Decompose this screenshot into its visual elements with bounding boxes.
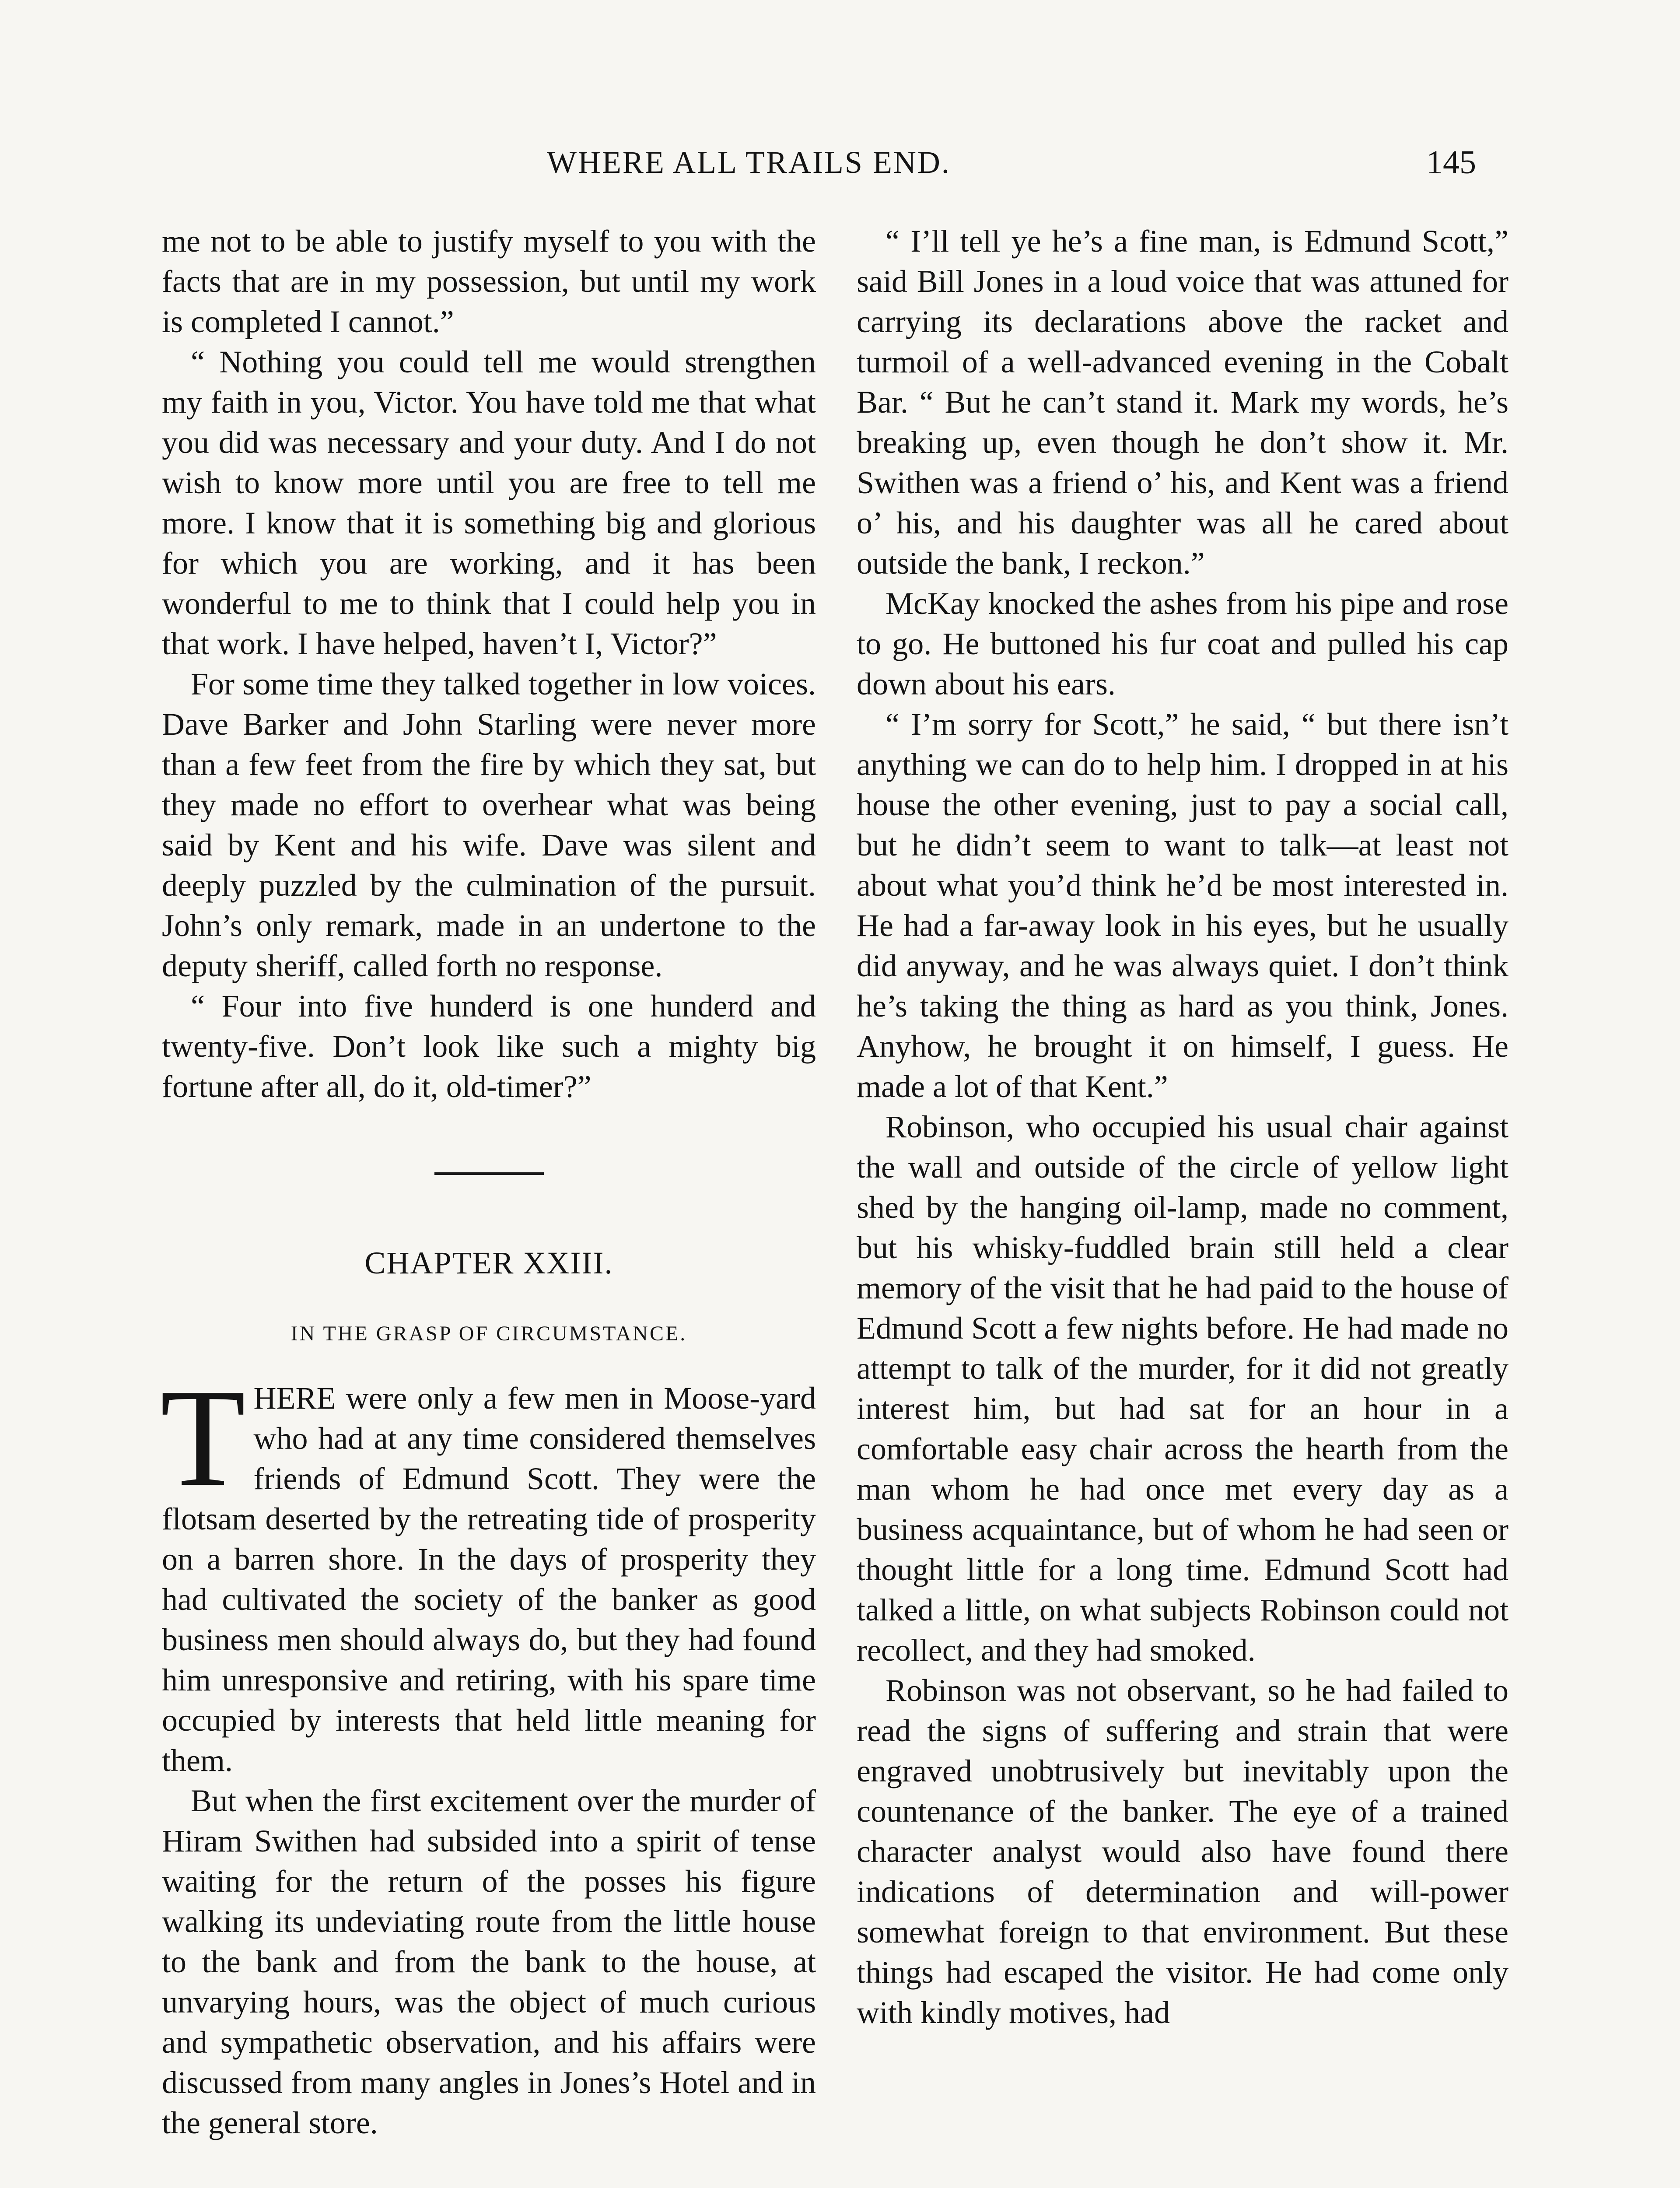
paragraph: “ I’m sorry for Scott,” he said, “ but there isn’t anything we can do to help him. I dropped in at his house the other evening, just to pay a social call, but he didn’t seem to want to talk—at least not about what you’d think he’d be most interested in. He had a far-away look in his eyes, but he usually did anyway, and he was always quiet. I don’t think he’s taking the thing as hard as you think, Jones. Anyhow, he brought it on himself, I guess. He made a lot of that Kent.” bbox=[857, 707, 1508, 1104]
chapter-opening-paragraph bbox=[160, 1360, 816, 1781]
paragraph: “ Four into five hunderd is one hunderd and twenty-five. Don’t look like such a mighty big fortune after all, do it, old-timer?” bbox=[162, 989, 816, 1104]
paragraph: “ Nothing you could tell me would strengthen my faith in you, Victor. You have told me that what you did was necessary and your duty. And I do not wish to know more until you are free to tell me more. I know that it is something big and glorious for which you are working, and it has been wonderful to me to think that I could help you in that work. I have helped, haven’t I, Victor?” bbox=[162, 344, 816, 661]
page-number: 145 bbox=[1426, 144, 1476, 181]
section-divider bbox=[434, 1172, 544, 1175]
paragraph-text: HERE were only a few men in Moose-yard who had at any time considered themselves friends of Edmund Scott. They were the flotsam deserted by the retreating tide of prosperity on a barren shore. In the days of prosperity they had cultivated the society of the banker as good business men should always do, but they had found him unresponsive and retiring, with his spare time occupied by interests that held little meaning for them. bbox=[162, 1381, 816, 1778]
paragraph: me not to be able to justify myself to you with the facts that are in my possession, but until my work is completed I cannot.” bbox=[162, 224, 816, 339]
chapter-title: CHAPTER XXIII. bbox=[364, 1245, 613, 1280]
paragraph: For some time they talked together in low voices. Dave Barker and John Starling were never more than a few feet from the fire by which they sat, but they made no effort to overhear what was being said by Kent and his wife. Dave was silent and deeply puzzled by the culmination of the pursuit. John’s only remark, made in an undertone to the deputy sheriff, called forth no response. bbox=[162, 666, 816, 983]
paragraph: “ I’ll tell ye he’s a fine man, is Edmund Scott,” said Bill Jones in a loud voice that was attuned for carrying its declarations above the racket and turmoil of a well-advanced evening in the Cobalt Bar. “ But he can’t stand it. Mark my words, he’s breaking up, even though he don’t show it. Mr. Swithen was a friend o’ his, and Kent was a friend o’ his, and his daughter was all he cared about outside the bank, I reckon.” bbox=[857, 224, 1508, 581]
right-column bbox=[857, 221, 1508, 2033]
paragraph: Robinson was not observant, so he had failed to read the signs of suffering and strain that were engraved unobtrusively but inevitably upon the countenance of the banker. The eye of a trained character analyst would also have found there indications of determination and will-power somewhat foreign to that environment. But these things had escaped the visitor. He had come only with kindly motives, had bbox=[857, 1673, 1508, 2030]
paragraph: But when the first excitement over the murder of Hiram Swithen had subsided into a spirit of tense waiting for the return of the posses his figure walking its undeviating route from the little house to the bank and from the bank to the house, at unvarying hours, was the object of much curious and sympathetic observation, and his affairs were discussed from many angles in Jones’s Hotel and in the general store. bbox=[162, 1783, 816, 2140]
left-column bbox=[162, 221, 816, 2143]
drop-cap: T bbox=[160, 1360, 246, 1515]
chapter-subtitle: IN THE GRASP OF CIRCUMSTANCE. bbox=[290, 1322, 687, 1345]
paragraph: McKay knocked the ashes from his pipe and rose to go. He buttoned his fur coat and pulled his cap down about his ears. bbox=[857, 586, 1508, 701]
running-header: WHERE ALL TRAILS END. bbox=[547, 145, 951, 180]
paragraph: Robinson, who occupied his usual chair against the wall and outside of the circle of yellow light shed by the hanging oil-lamp, made no comment, but his whisky-fuddled brain still held a clear memory of the visit that he had paid to the house of Edmund Scott a few nights before. He had made no attempt to talk of the murder, for it did not greatly interest him, but had sat for an hour in a comfortable easy chair across the hearth from the man whom he had once met every day as a business acquaintance, but of whom he had seen or thought little for a long time. Edmund Scott had talked a little, on what subjects Robinson could not recollect, and they had smoked. bbox=[857, 1109, 1508, 1668]
